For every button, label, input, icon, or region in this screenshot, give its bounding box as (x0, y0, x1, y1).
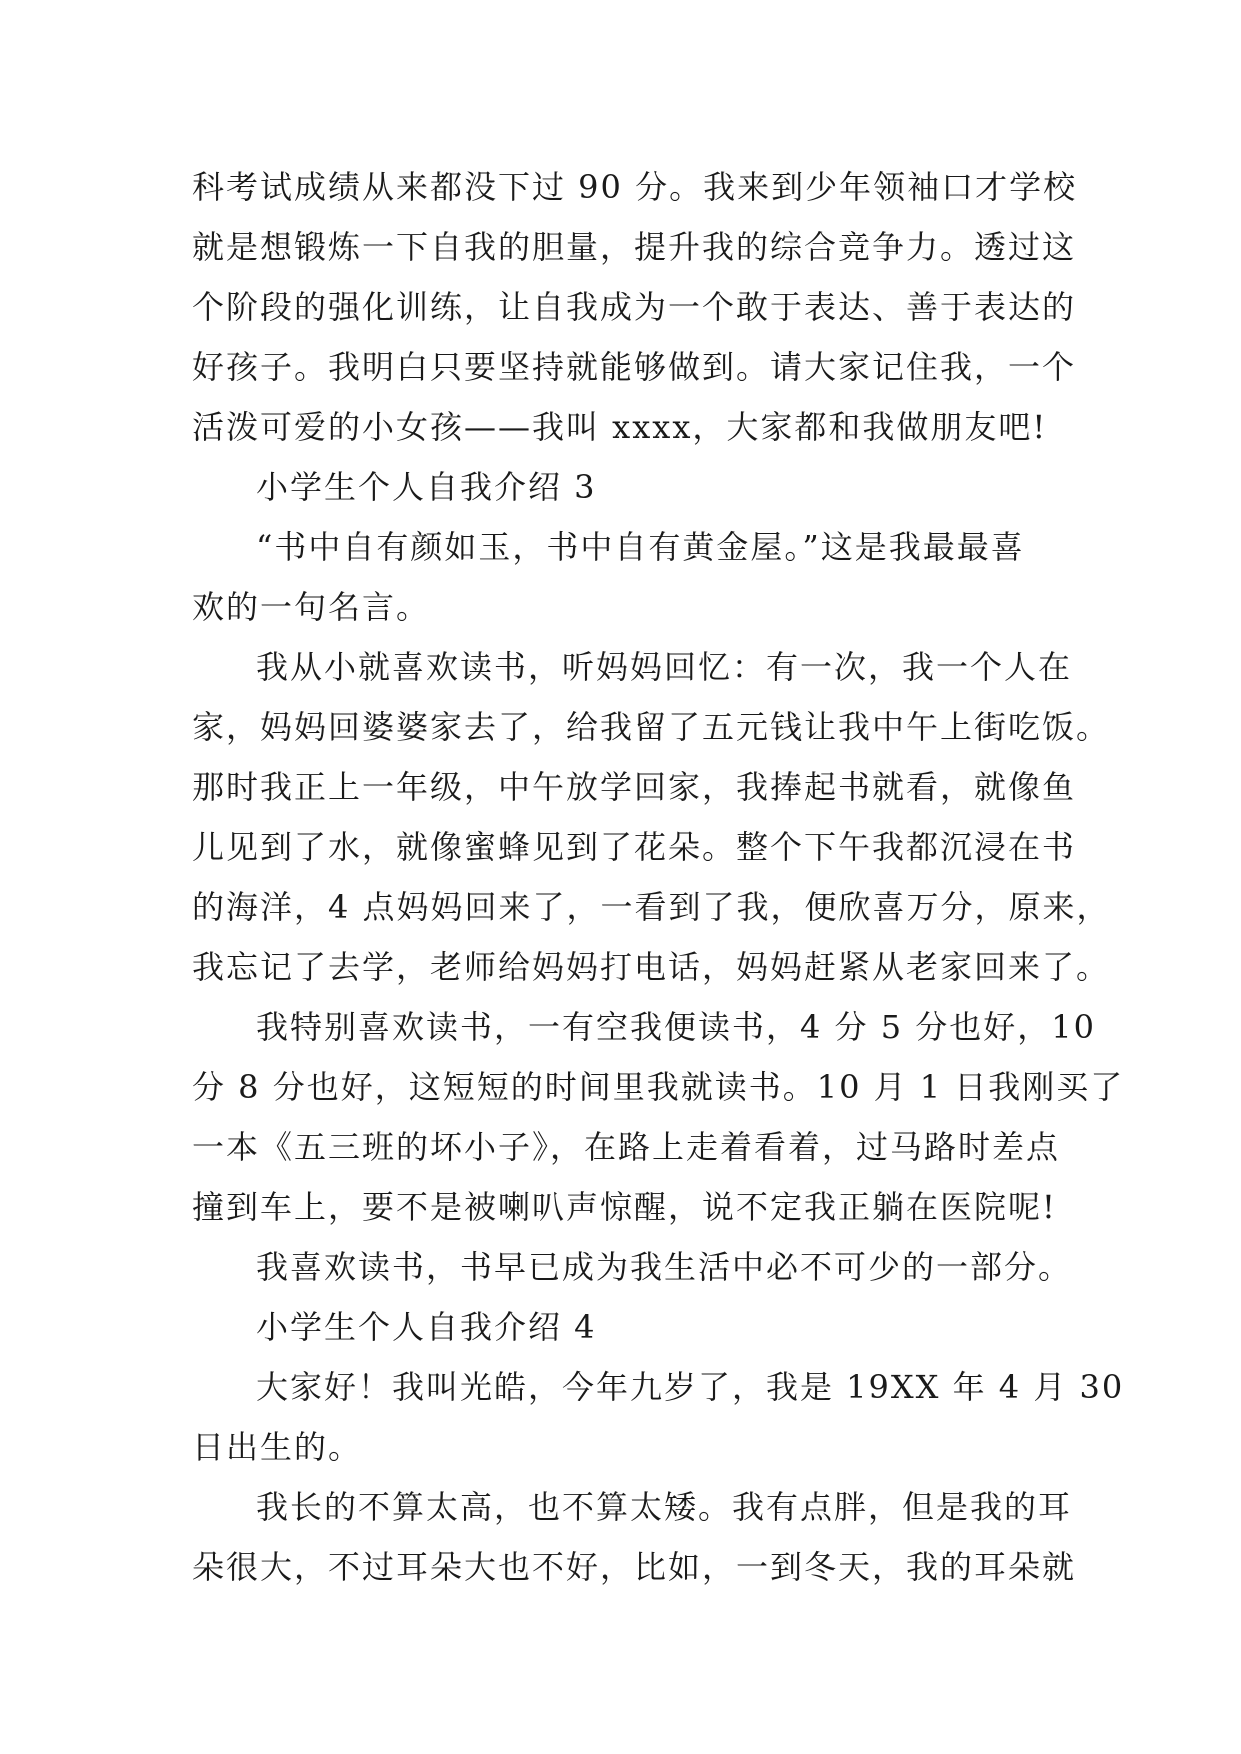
text-line: 活泼可爱的小女孩——我叫 xxxx，大家都和我做朋友吧! (192, 408, 1048, 446)
text-line: 个阶段的强化训练，让自我成为一个敢于表达、善于表达的 (192, 288, 1077, 326)
text-line: 我从小就喜欢读书，听妈妈回忆：有一次，我一个人在 (256, 648, 1073, 686)
text-line: 家，妈妈回婆婆家去了，给我留了五元钱让我中午上街吃饭。 (192, 708, 1111, 746)
text-line: 好孩子。我明白只要坚持就能够做到。请大家记住我，一个 (192, 348, 1077, 386)
text-line: 儿见到了水，就像蜜蜂见到了花朵。整个下午我都沉浸在书 (192, 828, 1077, 866)
text-line: 分 8 分也好，这短短的时间里我就读书。10 月 1 日我刚买了 (192, 1068, 1125, 1106)
text-line: 欢的一句名言。 (192, 588, 431, 626)
text-line: 科考试成绩从来都没下过 90 分。我来到少年领袖口才学校 (192, 168, 1078, 206)
text-line: 的海洋，4 点妈妈回来了，一看到了我，便欣喜万分，原来， (192, 888, 1111, 926)
text-line: 大家好！我叫光皓，今年九岁了，我是 19XX 年 4 月 30 (256, 1368, 1125, 1406)
text-line: “书中自有颜如玉，书中自有黄金屋。”这是我最最喜 (256, 528, 1025, 566)
text-line: 一本《五三班的坏小子》，在路上走着看着，过马路时差点 (192, 1128, 1061, 1166)
text-line: 我忘记了去学，老师给妈妈打电话，妈妈赶紧从老家回来了。 (192, 948, 1111, 986)
section-heading: 小学生个人自我介绍 3 (256, 468, 597, 506)
text-line: 日出生的。 (192, 1428, 363, 1466)
text-line: 我特别喜欢读书，一有空我便读书，4 分 5 分也好，10 (256, 1008, 1096, 1046)
text-line: 我喜欢读书，书早已成为我生活中必不可少的一部分。 (256, 1248, 1073, 1286)
text-line: 撞到车上，要不是被喇叭声惊醒，说不定我正躺在医院呢! (192, 1188, 1057, 1226)
text-line: 我长的不算太高，也不算太矮。我有点胖，但是我的耳 (256, 1488, 1073, 1526)
text-line: 就是想锻炼一下自我的胆量，提升我的综合竞争力。透过这 (192, 228, 1077, 266)
section-heading: 小学生个人自我介绍 4 (256, 1308, 597, 1346)
text-line: 朵很大，不过耳朵大也不好，比如，一到冬天，我的耳朵就 (192, 1548, 1077, 1586)
text-line: 那时我正上一年级，中午放学回家，我捧起书就看，就像鱼 (192, 768, 1077, 806)
